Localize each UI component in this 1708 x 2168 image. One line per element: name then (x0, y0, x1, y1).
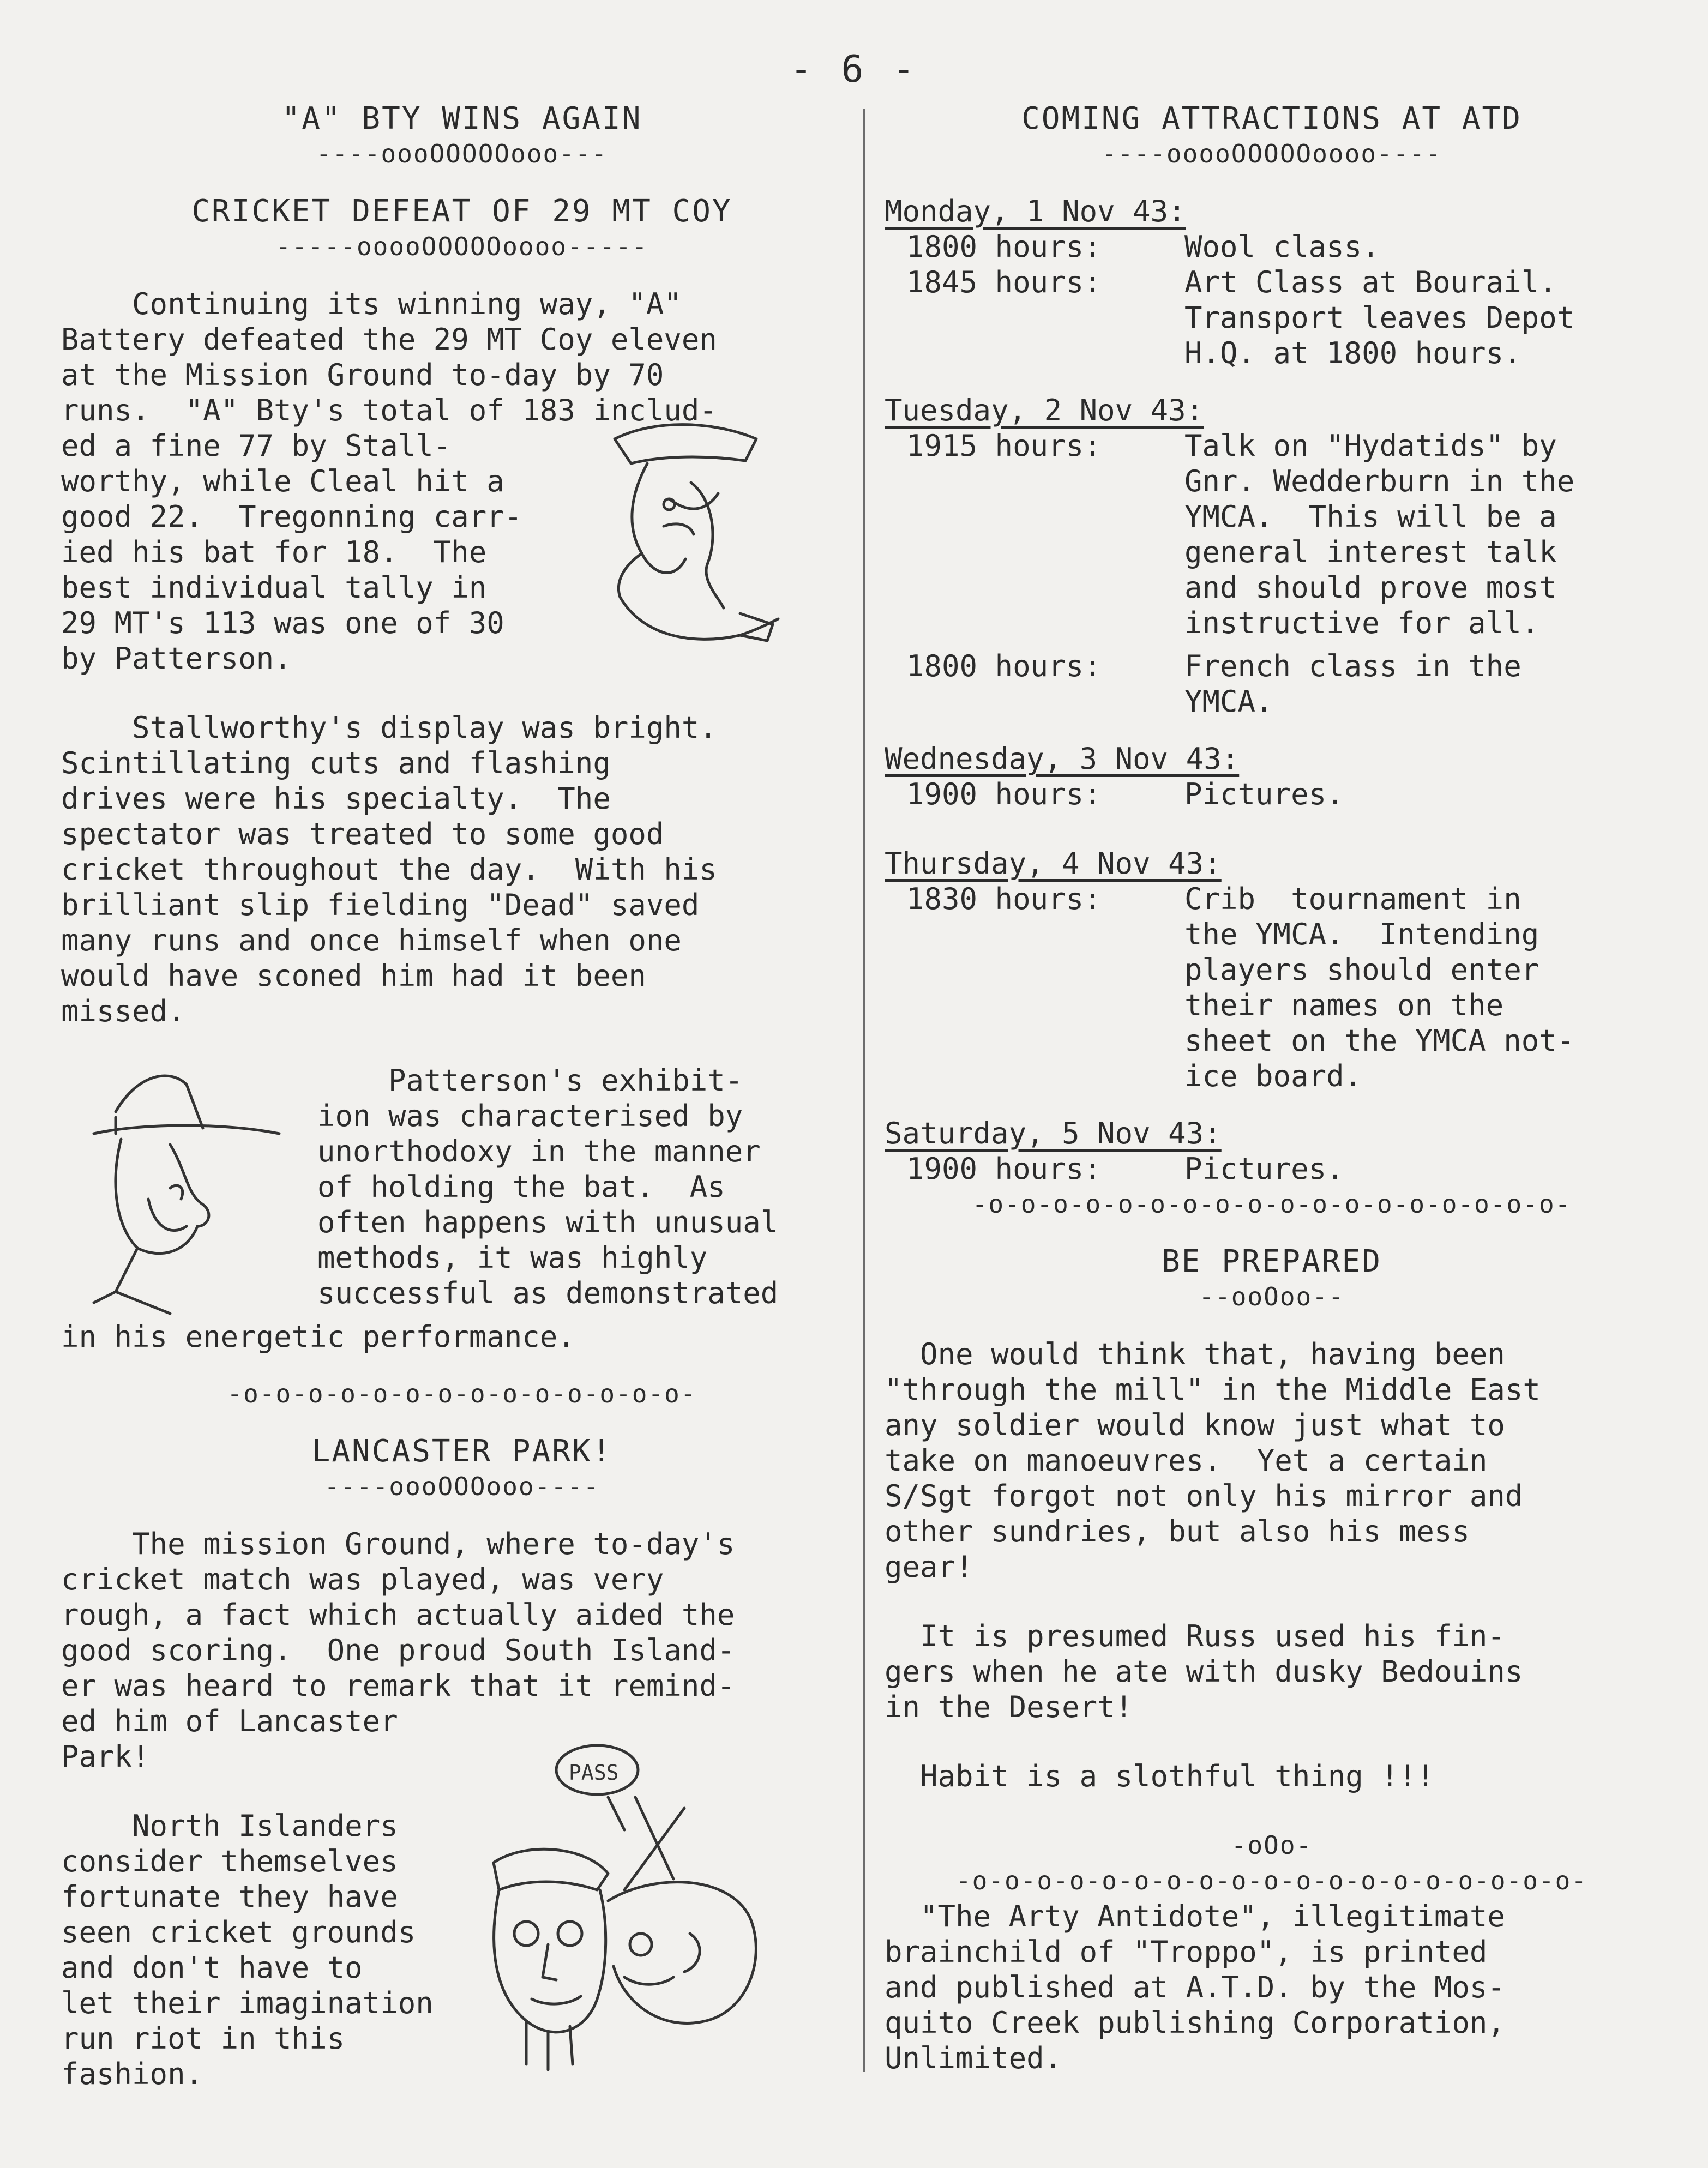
text-line: fortunate they have (61, 1880, 398, 1914)
text-line: at the Mission Ground to-day by 70 (61, 358, 664, 392)
text-line: Patterson's exhibit- (317, 1063, 743, 1098)
text-line: Scintillating cuts and flashing (61, 746, 611, 780)
text-line: cricket throughout the day. With his (61, 852, 717, 887)
pass-bubble-text: PASS (568, 1761, 619, 1785)
section-separator: -o-o-o-o-o-o-o-o-o-o-o-o-o-o-o-o-o-o- (972, 1189, 1572, 1219)
paragraph-russ (885, 1618, 1659, 1725)
headline-divider: ----ooooOOOOOoooo---- (1102, 139, 1442, 168)
text-line: run riot in this (61, 2021, 345, 2056)
text-line: gers when he ate with dusky Bedouins (885, 1654, 1523, 1689)
article-headline: LANCASTER PARK! (311, 1434, 612, 1469)
text-line: would have sconed him had it been (61, 959, 646, 993)
entry-time: 1900 hours: (906, 777, 1102, 811)
schedule-entry (885, 776, 1659, 812)
section-separator: -o-o-o-o-o-o-o-o-o-o-o-o-o-o-o-o-o-o-o- (955, 1866, 1588, 1895)
text-line: in his energetic performance. (61, 1320, 575, 1354)
entry-time: 1845 hours: (906, 265, 1102, 299)
text-line: S/Sgt forgot not only his mirror and (885, 1479, 1523, 1513)
article-headline: BE PREPARED (1162, 1244, 1382, 1279)
text-line: missed. (61, 994, 185, 1028)
text-line: quito Creek publishing Corporation, (885, 2006, 1505, 2040)
headline-divider: --ooOoo-- (1199, 1282, 1345, 1311)
text-line: drives were his specialty. The (61, 781, 611, 816)
entry-description: Talk on "Hydatids" by Gnr. Wedderburn in the YMCA. This will be a general interest talk and should prove most instructive for all. (1184, 429, 1575, 640)
text-line: unorthodoxy in the manner (317, 1134, 761, 1169)
entry-description: Art Class at Bourail. Transport leaves Depot H.Q. at 1800 hours. (1184, 265, 1575, 370)
text-line: of holding the bat. As (317, 1170, 725, 1204)
text-line: seen cricket grounds (61, 1915, 416, 1949)
sketch-cricketer-hat (61, 1063, 296, 1319)
text-line: Park! (61, 1739, 150, 1774)
text-line: methods, it was highly (317, 1240, 708, 1275)
text-line: many runs and once himself when one (61, 923, 682, 957)
text-line: Continuing its winning way, "A" (61, 287, 682, 321)
schedule-entry (885, 428, 1659, 641)
paragraph-match-report (61, 286, 863, 676)
paragraph-patterson (61, 1063, 863, 1354)
text-line: fashion. (61, 2057, 203, 2091)
entry-description: Crib tournament in the YMCA. Intending players should enter their names on the sheet on the YMCA not- ice board. (1184, 882, 1575, 1093)
text-line: by Patterson. (61, 641, 292, 676)
headline-divider: ----oooOOOOOooo--- (316, 139, 608, 168)
entry-description: Pictures. (1184, 777, 1344, 811)
column-divider (863, 109, 865, 2072)
entry-description: Wool class. (1184, 230, 1380, 264)
text-line: and published at A.T.D. by the Mos- (885, 1970, 1505, 2004)
text-line: brainchild of "Troppo", is printed (885, 1935, 1488, 1969)
schedule-day-monday (885, 194, 1659, 371)
paragraph-colophon (885, 1899, 1659, 2076)
text-line: ed a fine 77 by Stall- (61, 429, 452, 463)
schedule-headline: COMING ATTRACTIONS AT ATD (1021, 101, 1522, 136)
text-line: er was heard to remark that it remind- (61, 1669, 735, 1703)
text-line: cricket match was played, was very (61, 1562, 664, 1597)
schedule-entry (885, 264, 1659, 371)
text-line: "The Arty Antidote", illegitimate (885, 1899, 1505, 1934)
entry-description: French class in the YMCA. (1184, 649, 1521, 719)
right-column (885, 101, 1659, 2076)
day-heading: Saturday, 5 Nov 43: (885, 1116, 1222, 1151)
schedule-entry (885, 1151, 1659, 1187)
article-headline: "A" BTY WINS AGAIN (281, 101, 642, 136)
small-separator: -oOo- (1231, 1830, 1313, 1860)
sketch-officer-portrait (582, 417, 789, 657)
text-line: Battery defeated the 29 MT Coy eleven (61, 322, 717, 357)
schedule-day-tuesday (885, 393, 1659, 719)
text-line: and don't have to (61, 1950, 363, 1985)
text-line: The mission Ground, where to-day's (61, 1527, 735, 1561)
paragraph-north-islanders (61, 1761, 863, 2097)
entry-time: 1800 hours: (906, 230, 1102, 264)
headline-divider: ----oooOOOooo---- (324, 1472, 600, 1501)
text-line: ion was characterised by (317, 1099, 743, 1133)
text-line: other sundries, but also his mess (885, 1514, 1470, 1549)
entry-time: 1915 hours: (906, 429, 1102, 463)
entry-time: 1830 hours: (906, 882, 1102, 916)
text-line: North Islanders (61, 1809, 398, 1843)
entry-time: 1900 hours: (906, 1152, 1102, 1186)
day-heading: Wednesday, 3 Nov 43: (885, 742, 1240, 776)
text-line: successful as demonstrated (317, 1276, 779, 1310)
entry-description: Pictures. (1184, 1152, 1344, 1186)
paragraph-be-prepared (885, 1336, 1659, 1585)
text-line: "through the mill" in the Middle East (885, 1372, 1541, 1407)
text-line: any soldier would know just what to (885, 1408, 1505, 1442)
text-line: 29 MT's 113 was one of 30 (61, 606, 504, 640)
text-line: good 22. Tregonning carr- (61, 499, 522, 534)
text-line: let their imagination (61, 1986, 434, 2020)
schedule-entry (885, 648, 1659, 719)
text-line: ied his bat for 18. The (61, 535, 487, 569)
text-line: It is presumed Russ used his fin- (885, 1619, 1505, 1653)
schedule-day-saturday (885, 1116, 1659, 1187)
text-line: best individual tally in (61, 570, 487, 605)
text-line: ed him of Lancaster (61, 1704, 398, 1738)
schedule-day-wednesday (885, 741, 1659, 812)
text-line: gear! (885, 1550, 973, 1584)
page-number: - 6 - (790, 48, 918, 91)
text-line: Stallworthy's display was bright. (61, 710, 717, 745)
paragraph-stallworthy (61, 710, 863, 1029)
left-column (61, 101, 863, 2097)
text-line: consider themselves (61, 1844, 398, 1878)
text-line: spectator was treated to some good (61, 817, 664, 851)
text-line: rough, a fact which actually aided the (61, 1598, 735, 1632)
day-heading: Thursday, 4 Nov 43: (885, 846, 1222, 881)
text-line: One would think that, having been (885, 1337, 1505, 1371)
paragraph-habit: Habit is a slothful thing !!! (885, 1759, 1434, 1793)
entry-time: 1800 hours: (906, 649, 1102, 683)
schedule-day-thursday (885, 846, 1659, 1094)
day-heading: Tuesday, 2 Nov 43: (885, 393, 1204, 427)
day-heading: Monday, 1 Nov 43: (885, 194, 1186, 228)
section-separator: -o-o-o-o-o-o-o-o-o-o-o-o-o-o- (227, 1379, 697, 1408)
sketch-two-faces (444, 1737, 783, 2097)
schedule-entry (885, 229, 1659, 264)
subheadline-divider: -----ooooOOOOOoooo----- (275, 232, 648, 261)
text-line: good scoring. One proud South Island- (61, 1633, 735, 1667)
text-line: often happens with unusual (317, 1205, 779, 1239)
text-line: take on manoeuvres. Yet a certain (885, 1443, 1488, 1478)
text-line: Unlimited. (885, 2041, 1062, 2075)
text-line: runs. "A" Bty's total of 183 includ- (61, 393, 717, 427)
article-subheadline: CRICKET DEFEAT OF 29 MT COY (191, 194, 732, 229)
text-line: in the Desert! (885, 1690, 1133, 1724)
schedule-entry (885, 881, 1659, 1094)
text-line: worthy, while Cleal hit a (61, 464, 504, 498)
text-line: brilliant slip fielding "Dead" saved (61, 888, 700, 922)
